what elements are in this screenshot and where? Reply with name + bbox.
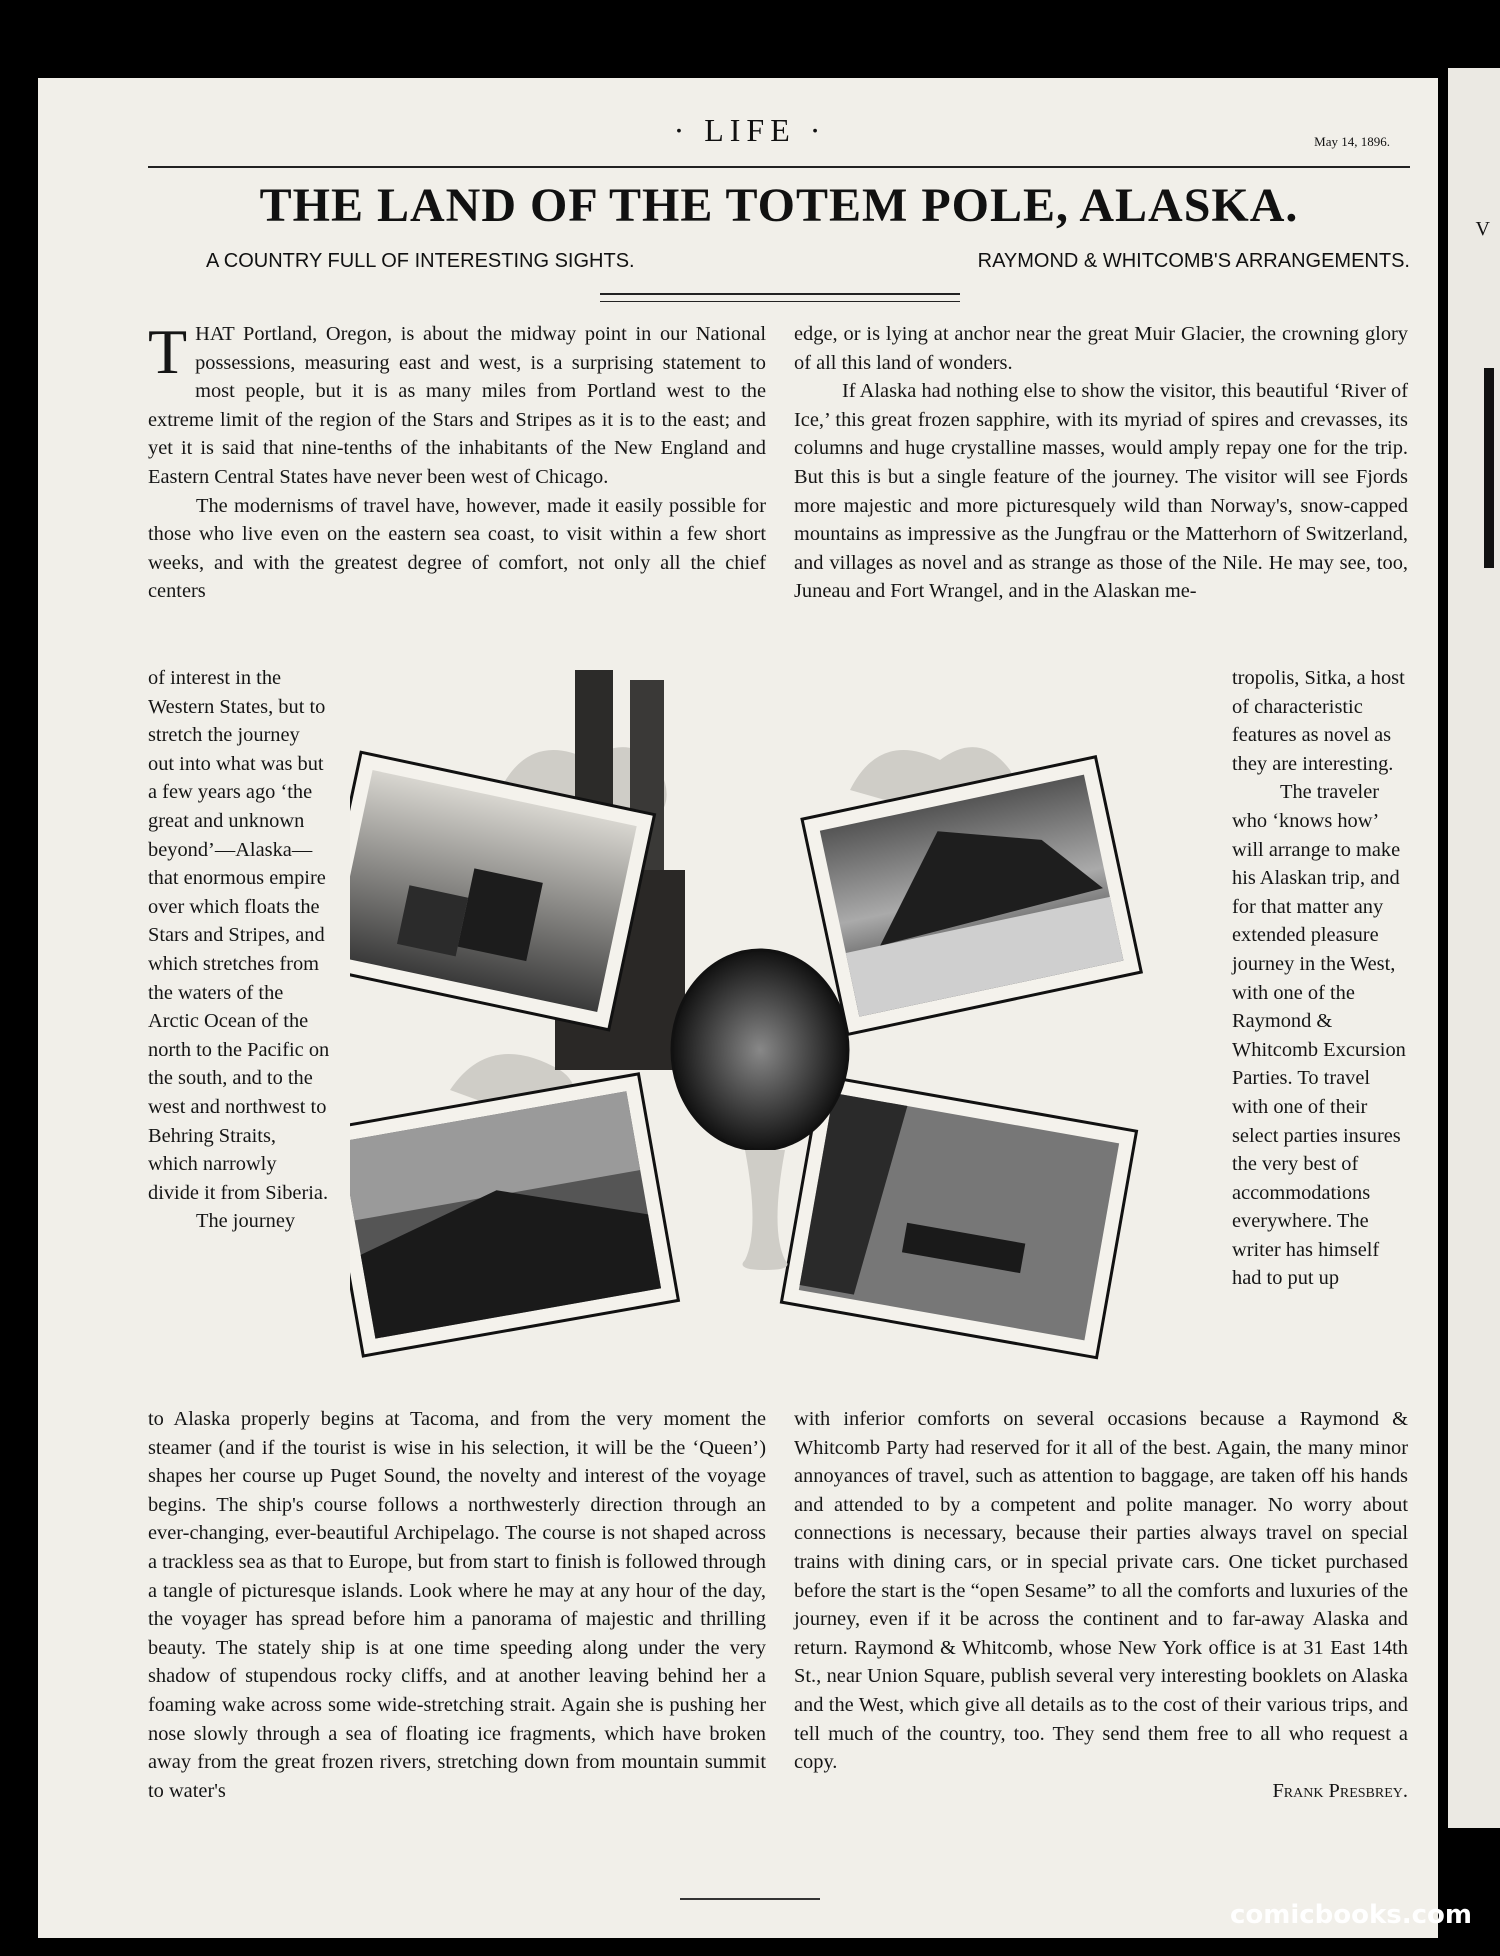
title-double-rule bbox=[600, 293, 960, 302]
author-signature: Frank Presbrey. bbox=[1272, 1779, 1408, 1802]
paragraph-sitka: tropolis, Sitka, a host of characteristic features as novel as they are interesting. bbox=[1232, 667, 1405, 775]
paragraph-muir-glacier: edge, or is lying at anchor near the great Muir Glacier, the crowning glory of all this land of wonders. bbox=[794, 323, 1408, 374]
photo-steamer bbox=[781, 1076, 1136, 1358]
article-subtitle bbox=[148, 250, 1410, 280]
paragraph-journey: to Alaska properly begins at Tacoma, and from the very moment the steamer (and if the tourist is wise in his selection, it will be the ‘Queen’) shapes her course up Puget Sound, the novelty and interest of the voyage begins. The ship's course follows a northwesterly direction through an ever-changing, ever-beautiful Archipelago. The course is not shaped across a trackless sea as that to Europe, but from start to finish is followed through a tangle of picturesque islands. Look where he may at any hour of the day, the voyager has spread before him a panorama of majestic and thrilling beauty. The stately ship is at one time speeding along under the very shadow of stupendous rocky cliffs, and at another leaving behind her a foaming wake across some wide-stretching strait. Again she is pushing her nose slowly through a sea of floating ice fragments, which have broken away from the great frozen rivers, stretching down from mountain summit to water's bbox=[148, 1408, 766, 1802]
left-column-narrow bbox=[148, 664, 330, 1236]
left-column-top bbox=[148, 316, 766, 606]
paragraph-modernisms: The modernisms of travel have, however, made it easily possible for those who live even on the eastern sea coast, to visit within a few short weeks, and with the greatest degree of comfort, not only all the chief centers bbox=[148, 494, 766, 603]
watermark: comicbooks.com bbox=[1229, 1900, 1472, 1930]
paragraph-raymond-whitcomb: with inferior comforts on several occasions because a Raymond & Whitcomb Party had reserved for it all of the best. Again, the many minor annoyances of travel, such as attention to baggage, are taken off his hands and attended to by a competent and polite manager. No worry about connections is necessary, because their parties always travel on special trains with dining cars, or in special private cars. One ticket purchased before the start is the “open Sesame” to all the comforts and luxuries of the journey, even if it be across the continent and to far-away Alaska and return. Raymond & Whitcomb, whose New York office is at 31 East 14th St., near Union Square, publish several very interesting booklets on Alaska and the West, which give all details as to the cost of their various trips, and tell much of the country, too. They send them free to all who request a copy. bbox=[794, 1408, 1408, 1774]
masthead: · LIFE · bbox=[673, 112, 827, 148]
page-header bbox=[100, 112, 1400, 152]
right-column-top bbox=[794, 320, 1408, 606]
totem-pole-illustration bbox=[350, 670, 1180, 1390]
photo-totem-closeup bbox=[672, 950, 848, 1150]
bottom-rule bbox=[680, 1898, 820, 1900]
paragraph-alaska-empire: of interest in the Western States, but to stretch the journey out into what was but a few years ago ‘the great and unknown beyond’—Alaska—that enormous empire over which floats the Stars and Stripes, and which stretches from the waters of the Arctic Ocean of the north to the Pacific on the south, and to the west and northwest to Behring Straits, which narrowly divide it from Siberia. bbox=[148, 667, 330, 1204]
ornament-stem bbox=[743, 1150, 788, 1270]
photo-glacier bbox=[802, 757, 1141, 1035]
paragraph-portland: HAT Portland, Oregon, is about the midway point in our National possessions, measuring east and west, is a surprising statement to most people, but it is as many miles from Portland west to the extreme limit of the region of the Stars and Stripes as it is to the east; and yet it is said that nine-tenths of the inhabitants of the New England and Eastern Central States have never been west of Chicago. bbox=[148, 323, 766, 488]
next-page-bar bbox=[1484, 368, 1494, 568]
photo-inlet bbox=[350, 1074, 678, 1356]
next-page-letter: V bbox=[1475, 218, 1490, 240]
header-rule bbox=[148, 166, 1410, 168]
article-title: THE LAND OF THE TOTEM POLE, ALASKA. bbox=[259, 179, 1299, 232]
paragraph-journey-start: The journey bbox=[196, 1210, 296, 1233]
next-page-edge bbox=[1448, 68, 1500, 1828]
left-column-bottom bbox=[148, 1405, 766, 1805]
dateline: May 14, 1896. bbox=[1314, 134, 1390, 149]
paragraph-traveler: The traveler who ‘knows how’ will arrange to make his Alaskan trip, and for that matter any extended pleasure journey in the West, with one of the Raymond & Whitcomb Excursion Parties. To travel with one of their select parties insures the very best of accommodations everywhere. The writer has himself had to put up bbox=[1232, 781, 1406, 1290]
subtitle-left: A COUNTRY FULL OF INTERESTING SIGHTS. bbox=[206, 250, 635, 272]
subtitle-right: RAYMOND & WHITCOMB'S ARRANGEMENTS. bbox=[977, 250, 1410, 272]
drop-cap: T bbox=[148, 316, 188, 387]
right-column-narrow bbox=[1232, 664, 1408, 1293]
paragraph-river-of-ice: If Alaska had nothing else to show the visitor, this beautiful ‘River of Ice,’ this great frozen sapphire, with its myriad of spires and crevasses, its columns and huge crystalline masses, would amply repay one for the trip. But this is but a single feature of the journey. The visitor will see Fjords more majestic and more picturesquely wild than Norway's, snow-capped mountains as impressive as the Jungfrau or the Matterhorn of Switzerland, and villages as novel and as strange as those of the Nile. He may see, too, Juneau and Fort Wrangel, and in the Alaskan me- bbox=[794, 380, 1408, 603]
right-column-bottom bbox=[794, 1405, 1408, 1805]
